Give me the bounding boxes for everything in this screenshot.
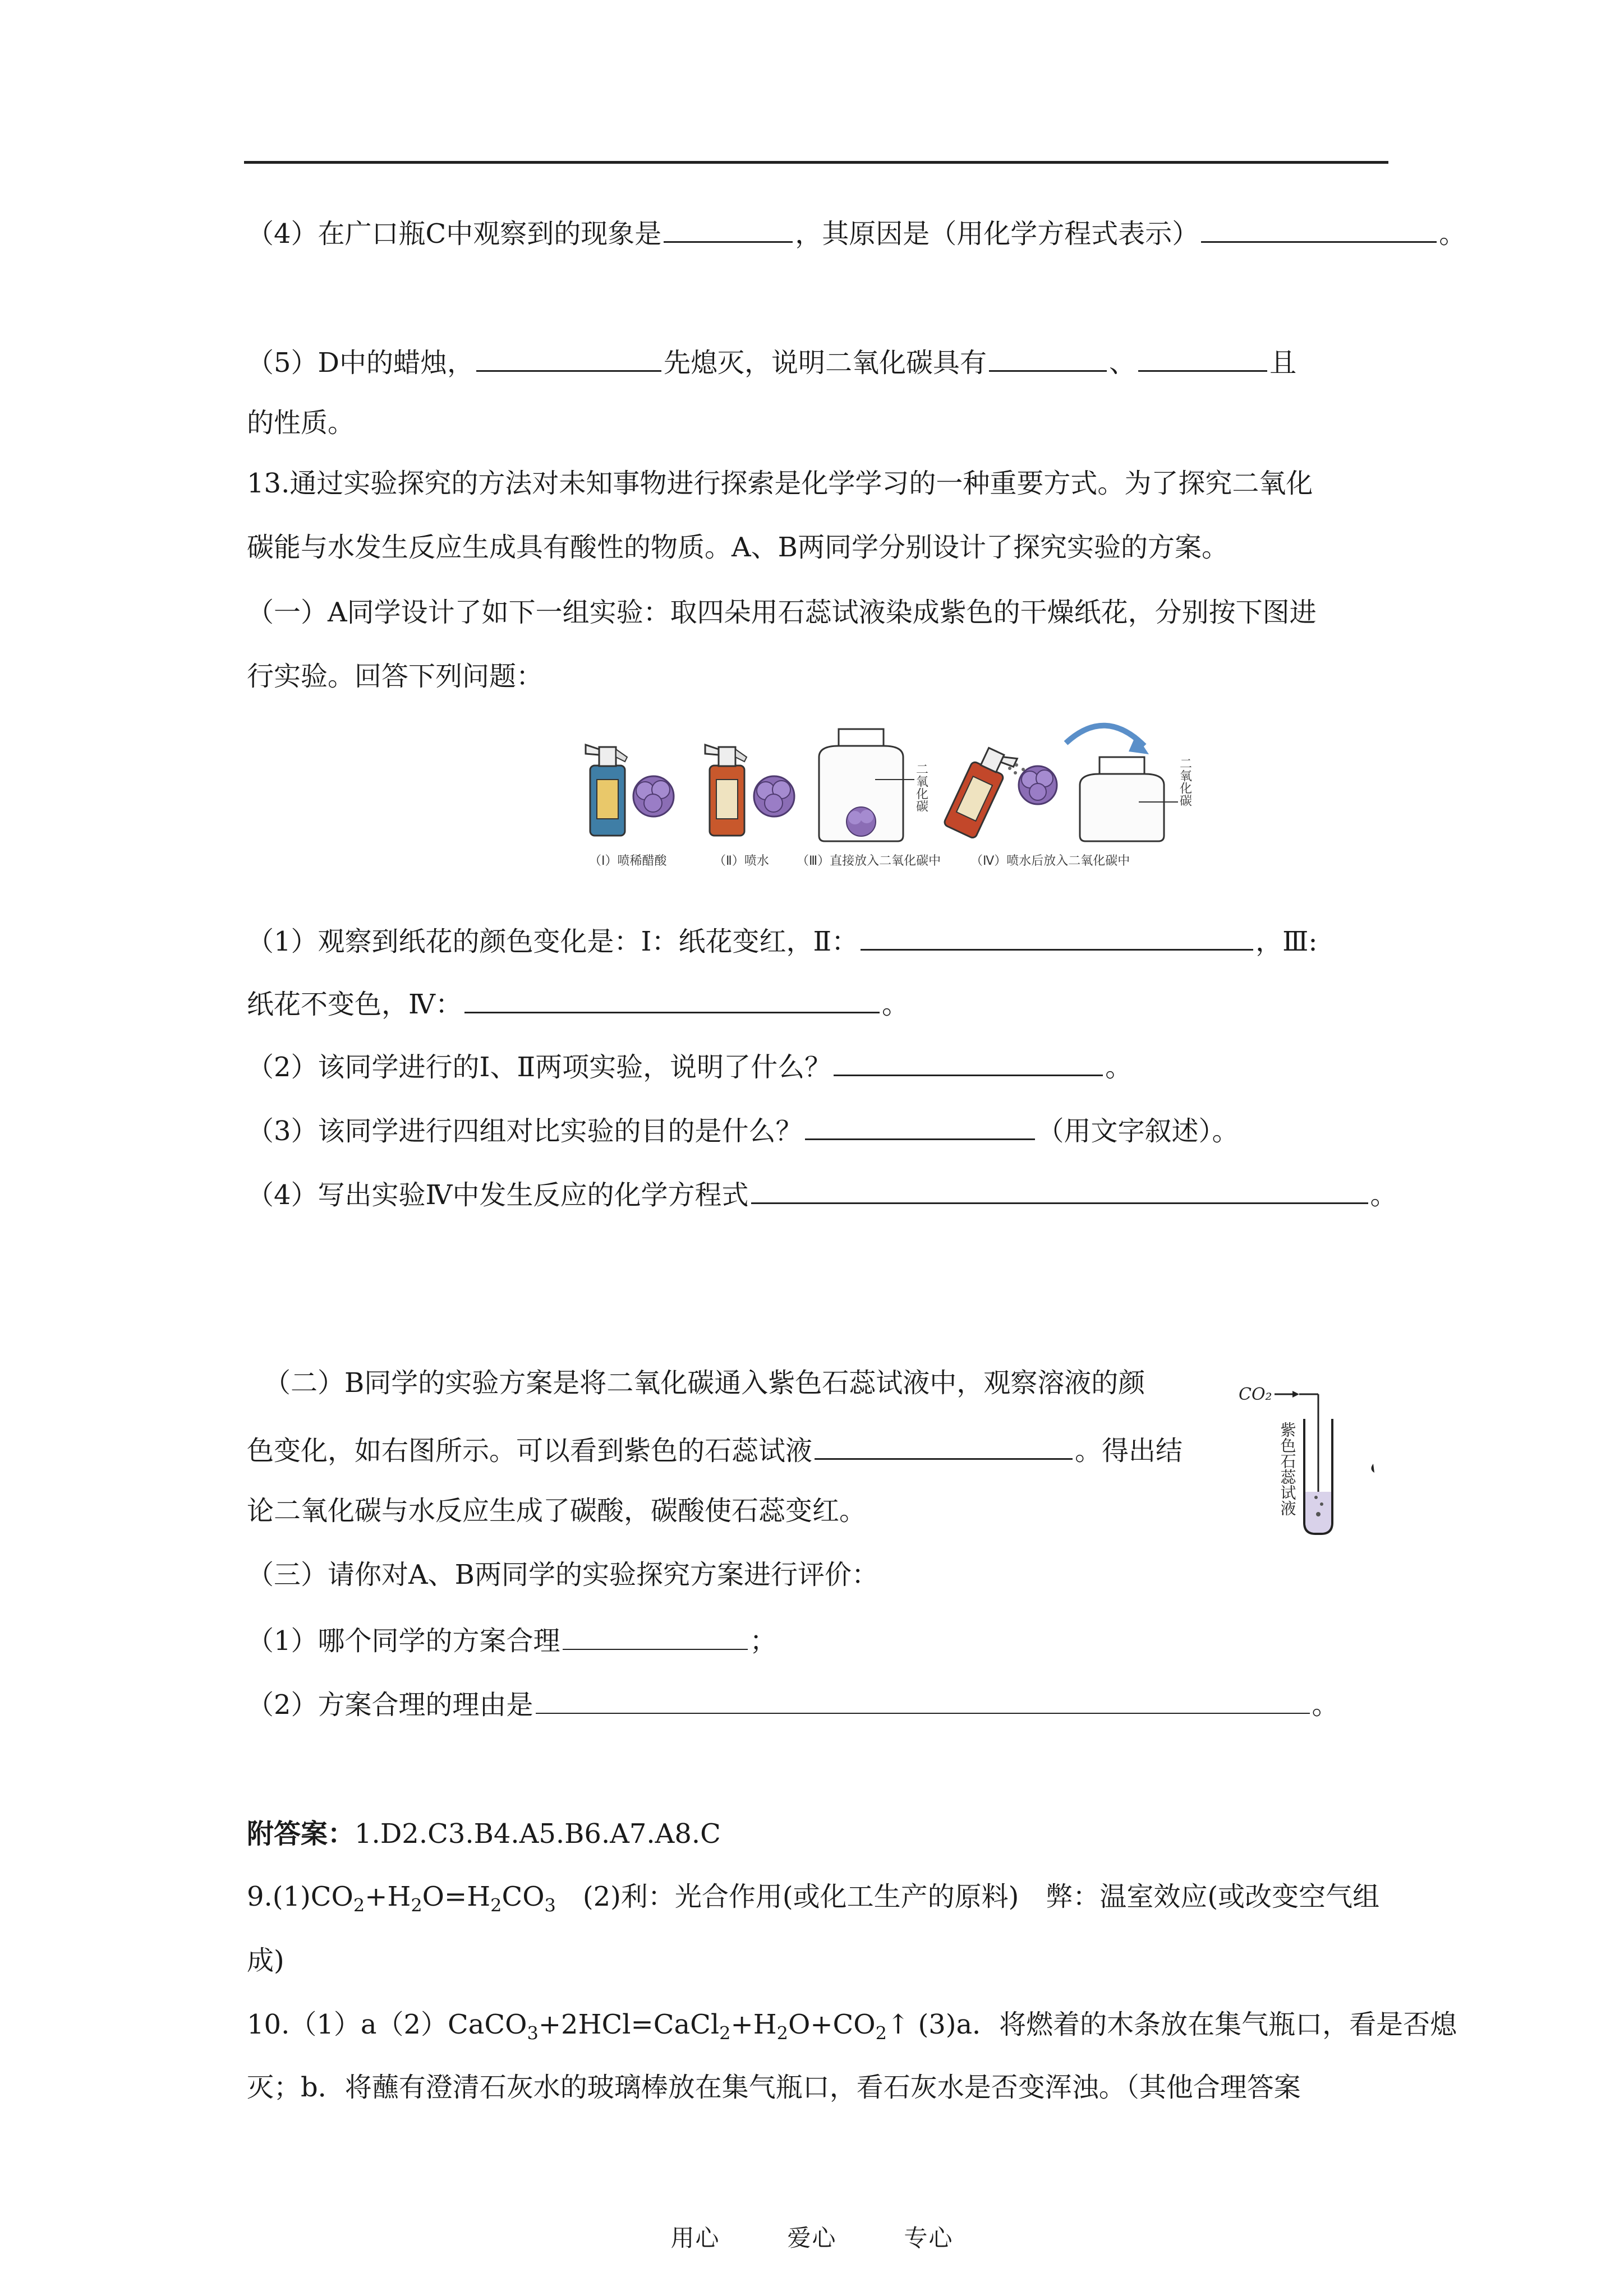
answer-blank[interactable] — [476, 341, 661, 372]
flower-icon — [754, 776, 794, 817]
spray-bottle-icon — [943, 742, 1017, 841]
q12-part5-cont: 的性质。 — [247, 407, 355, 439]
answer-blank[interactable] — [1201, 212, 1437, 243]
flower-icon — [633, 776, 674, 817]
q13-q1-cont: 纸花不变色，Ⅳ： 。 — [247, 983, 1414, 1022]
spray-bottle-icon — [705, 745, 747, 836]
jar-label: 二氧化碳 — [914, 763, 928, 812]
answer-blank[interactable] — [834, 1045, 1103, 1076]
q13-partA-line1: （一）A同学设计了如下一组实验：取四朵用石蕊试液染成紫色的干燥纸花，分别按下图进 — [247, 597, 1317, 628]
answer-10-cont: 灭；b．将蘸有澄清石灰水的玻璃棒放在集气瓶口，看石灰水是否变浑浊。（其他合理答案 — [247, 2072, 1301, 2103]
answer-9-cont: 成) — [247, 1945, 284, 1976]
jar-label: 二氧化碳 — [1177, 757, 1192, 806]
answer-blank[interactable] — [536, 1684, 1310, 1714]
q13-c1: （1）哪个同学的方案合理 ； — [247, 1620, 1414, 1659]
spray-bottle-icon — [586, 745, 627, 836]
q13-intro-line2: 碳能与水发生反应生成具有酸性的物质。A、B两同学分别设计了探究实验的方案。 — [247, 532, 1229, 563]
caption-4: （Ⅳ）喷水后放入二氧化碳中 — [970, 854, 1130, 868]
answer-10: $10.(1)a(2)CaCO_3+2HCl=CaCl_2+H_2O+CO_2↑$ (3)a．将燃着的木条放在集气瓶口，看是否熄 — [247, 2009, 1457, 2044]
answer-blank[interactable] — [805, 1109, 1035, 1140]
q13-partB-line3: 论二氧化碳与水反应生成了碳酸，碳酸使石蕊变红。 — [247, 1495, 867, 1527]
q13-intro-line1: 13.通过实验探究的方法对未知事物进行探索是化学学习的一种重要方式。为了探究二氧化 — [247, 468, 1313, 499]
answer-key-mc: 附答案：1.D2.C3.B4.A5.B6.A7.A8.C — [247, 1818, 721, 1850]
caption-3: （Ⅲ）直接放入二氧化碳中 — [797, 854, 941, 868]
q12-part4: （4）在广口瓶C中观察到的现象是 ，其原因是（用化学方程式表示） 。 — [247, 212, 1414, 252]
q13-partA-line2: 行实验。回答下列问题： — [247, 661, 544, 692]
page-footer: 用心 爱心 专心 — [670, 2224, 954, 2252]
tube-label: 紫色石蕊试液 — [1278, 1422, 1297, 1516]
flower-icon — [1019, 766, 1057, 804]
experiment-figure — [583, 712, 1212, 875]
answer-blank[interactable] — [664, 212, 793, 243]
caption-2: （Ⅱ）喷水 — [714, 854, 769, 868]
answer-blank[interactable] — [1138, 341, 1267, 372]
answer-blank[interactable] — [815, 1429, 1073, 1460]
q13-q3: （3）该同学进行四组对比实验的目的是什么？ （用文字叙述）。 — [247, 1109, 1414, 1149]
answer-blank[interactable] — [464, 983, 880, 1013]
answer-blank[interactable] — [563, 1620, 748, 1650]
answer-blank[interactable] — [989, 341, 1107, 372]
q13-partC: （三）请你对A、B两同学的实验探究方案进行评价： — [247, 1559, 878, 1590]
q13-partB-line1: （二）B同学的实验方案是将二氧化碳通入紫色石蕊试液中，观察溶液的颜 — [264, 1367, 1145, 1399]
q13-q4: （4）写出实验Ⅳ中发生反应的化学方程式 。 — [247, 1173, 1414, 1213]
test-tube-figure — [1234, 1380, 1380, 1548]
gas-jar-icon — [1080, 757, 1178, 841]
q13-q2: （2）该同学进行的Ⅰ、Ⅱ两项实验，说明了什么？ 。 — [247, 1045, 1414, 1085]
answer-blank[interactable] — [751, 1173, 1368, 1204]
gas-jar-icon — [819, 729, 914, 841]
co2-label: CO₂ — [1239, 1385, 1272, 1404]
answer-9: $9.(1)CO_2+H_2O=H_2CO_3$ (2)利：光合作用(或化工生产的原料) 弊：温室效应(或改变空气组 — [247, 1881, 1380, 1916]
header-rule — [244, 161, 1388, 164]
answer-blank[interactable] — [861, 920, 1253, 951]
q13-c2: （2）方案合理的理由是 。 — [247, 1684, 1414, 1723]
caption-1: （Ⅰ）喷稀醋酸 — [589, 854, 667, 868]
q13-q1: （1）观察到纸花的颜色变化是：Ⅰ：纸花变红，Ⅱ： ，Ⅲ: — [247, 920, 1414, 960]
q12-part5: （5）D中的蜡烛， 先熄灭，说明二氧化碳具有 、 且 — [247, 341, 1414, 381]
q13-partB-line2: 色变化，如右图所示。可以看到紫色的石蕊试液 。得出结 — [247, 1429, 1414, 1469]
